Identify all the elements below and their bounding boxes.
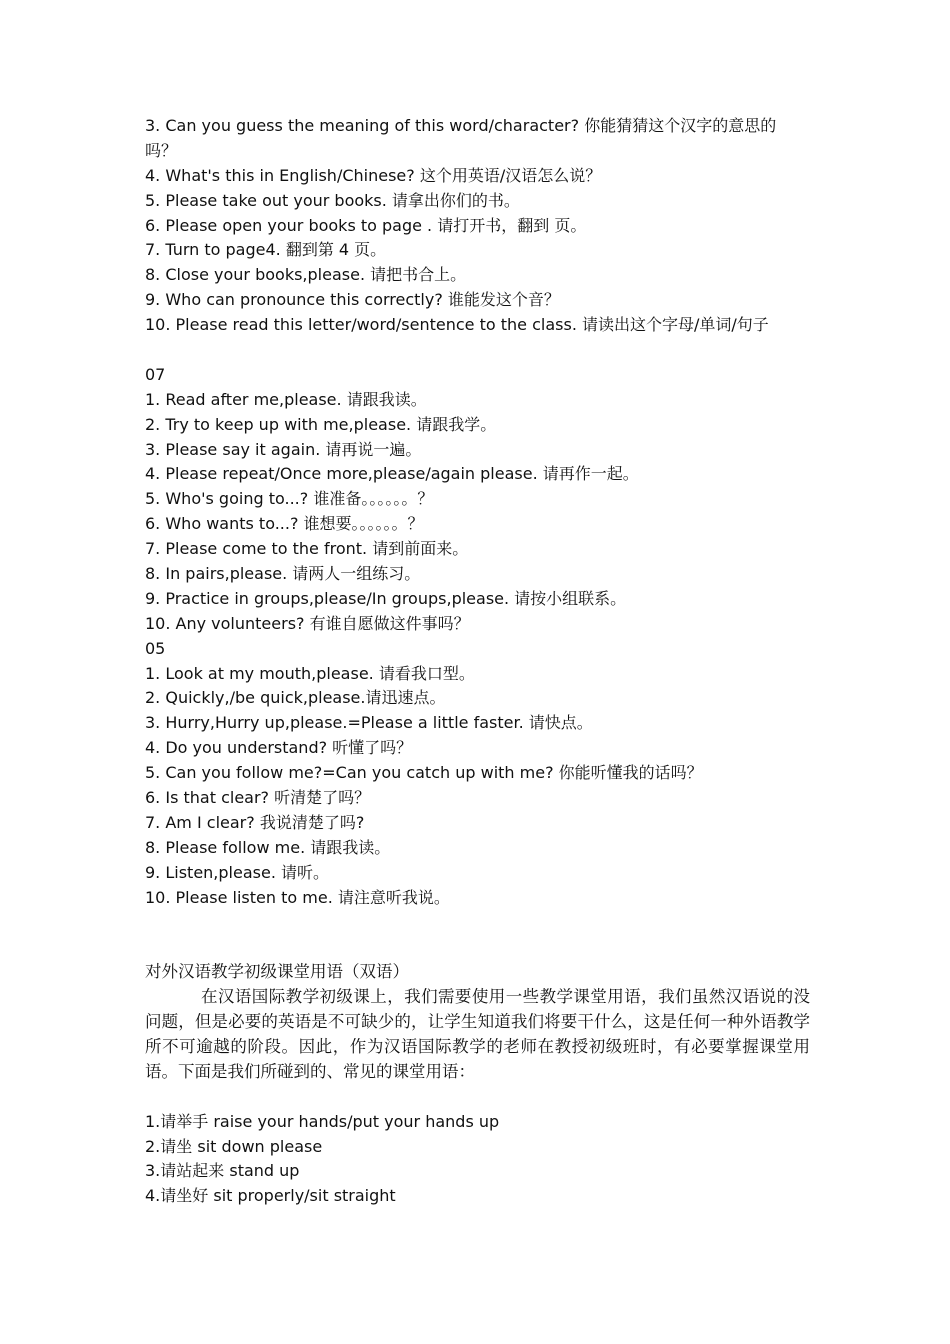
phrase-line: 5. Can you follow me?=Can you catch up with me? 你能听懂我的话吗？: [145, 763, 703, 783]
phrase-line: 10. Please listen to me. 请注意听我说。: [145, 887, 450, 907]
section-label: 05: [145, 638, 166, 658]
phrase-line: 1. Look at my mouth,please. 请看我口型。: [145, 663, 475, 683]
spacer: [145, 1085, 810, 1110]
spacer: [145, 338, 810, 363]
phrase-line: 8. In pairs,please. 请两人一组练习。: [145, 564, 421, 584]
phrase-line: 8. Please follow me. 请跟我读。: [145, 837, 391, 857]
section-title: 对外汉语教学初级课堂用语（双语）: [145, 962, 409, 982]
phrase-line: 9. Who can pronounce this correctly? 谁能发这个音？: [145, 290, 560, 310]
phrase-line: 4. What's this in English/Chinese? 这个用英语/汉语怎么说？: [145, 165, 602, 185]
phrase-line: 3.请站起来 stand up: [145, 1161, 300, 1181]
phrase-line: 9. Listen,please. 请听。: [145, 862, 329, 882]
phrase-line: 9. Practice in groups,please/In groups,please. 请按小组联系。: [145, 588, 627, 608]
phrase-line: 2. Quickly,/be quick,please.请迅速点。: [145, 688, 446, 708]
phrase-line: 10. Please read this letter/word/sentence to the class. 请读出这个字母/单词/句子: [145, 315, 769, 335]
phrase-line: 6. Please open your books to page . 请打开书，翻到 页。: [145, 215, 587, 235]
phrase-line: 2. Try to keep up with me,please. 请跟我学。: [145, 414, 497, 434]
phrase-line: 7. Please come to the front. 请到前面来。: [145, 539, 469, 559]
phrase-line: 7. Am I clear? 我说清楚了吗?: [145, 812, 365, 832]
phrase-line: 8. Close your books,please. 请把书合上。: [145, 265, 467, 285]
phrase-line: 6. Is that clear? 听清楚了吗？: [145, 788, 371, 808]
phrase-line: 3. Please say it again. 请再说一遍。: [145, 439, 422, 459]
phrase-line: 2.请坐 sit down please: [145, 1136, 323, 1156]
phrase-line: 1.请举手 raise your hands/put your hands up: [145, 1111, 500, 1131]
section-07: [145, 363, 810, 637]
phrase-line: 3. Can you guess the meaning of this word/character? 你能猜猜这个汉字的意思的: [145, 116, 777, 135]
phrase-line: 4. Please repeat/Once more,please/again please. 请再作一起。: [145, 464, 639, 484]
section-label: 07: [145, 364, 166, 384]
phrase-line: 5. Please take out your books. 请拿出你们的书。: [145, 190, 520, 210]
intro-paragraph: 在汉语国际教学初级课上，我们需要使用一些教学课堂用语，我们虽然汉语说的没问题，但是必要的英语是不可缺少的，让学生知道我们将要干什么，这是任何一种外语教学所不可逾越的阶段。因此，作为汉语国际教学的老师在教授初级班时，有必要掌握课堂用语。下面是我们所碰到的、常见的课堂用语：: [145, 987, 810, 1081]
phrase-line: 10. Any volunteers? 有谁自愿做这件事吗？: [145, 613, 470, 633]
phrase-line: 1. Read after me,please. 请跟我读。: [145, 389, 427, 409]
phrase-line: 7. Turn to page4. 翻到第 4 页。: [145, 240, 387, 260]
top-phrase-list: [145, 114, 810, 338]
document-page: [145, 114, 810, 1209]
spacer: [145, 911, 810, 961]
section-bilingual: [145, 960, 810, 1209]
phrase-line: 4.请坐好 sit properly/sit straight: [145, 1186, 396, 1206]
phrase-line: 5. Who's going to...? 谁准备。。。。。。？: [145, 489, 434, 509]
phrase-line: 3. Hurry,Hurry up,please.=Please a little faster. 请快点。: [145, 713, 593, 733]
phrase-line: 4. Do you understand? 听懂了吗？: [145, 738, 413, 758]
phrase-line: 吗？: [145, 140, 178, 160]
section-05: [145, 637, 810, 911]
phrase-line: 6. Who wants to...? 谁想要。。。。。。？: [145, 514, 424, 534]
